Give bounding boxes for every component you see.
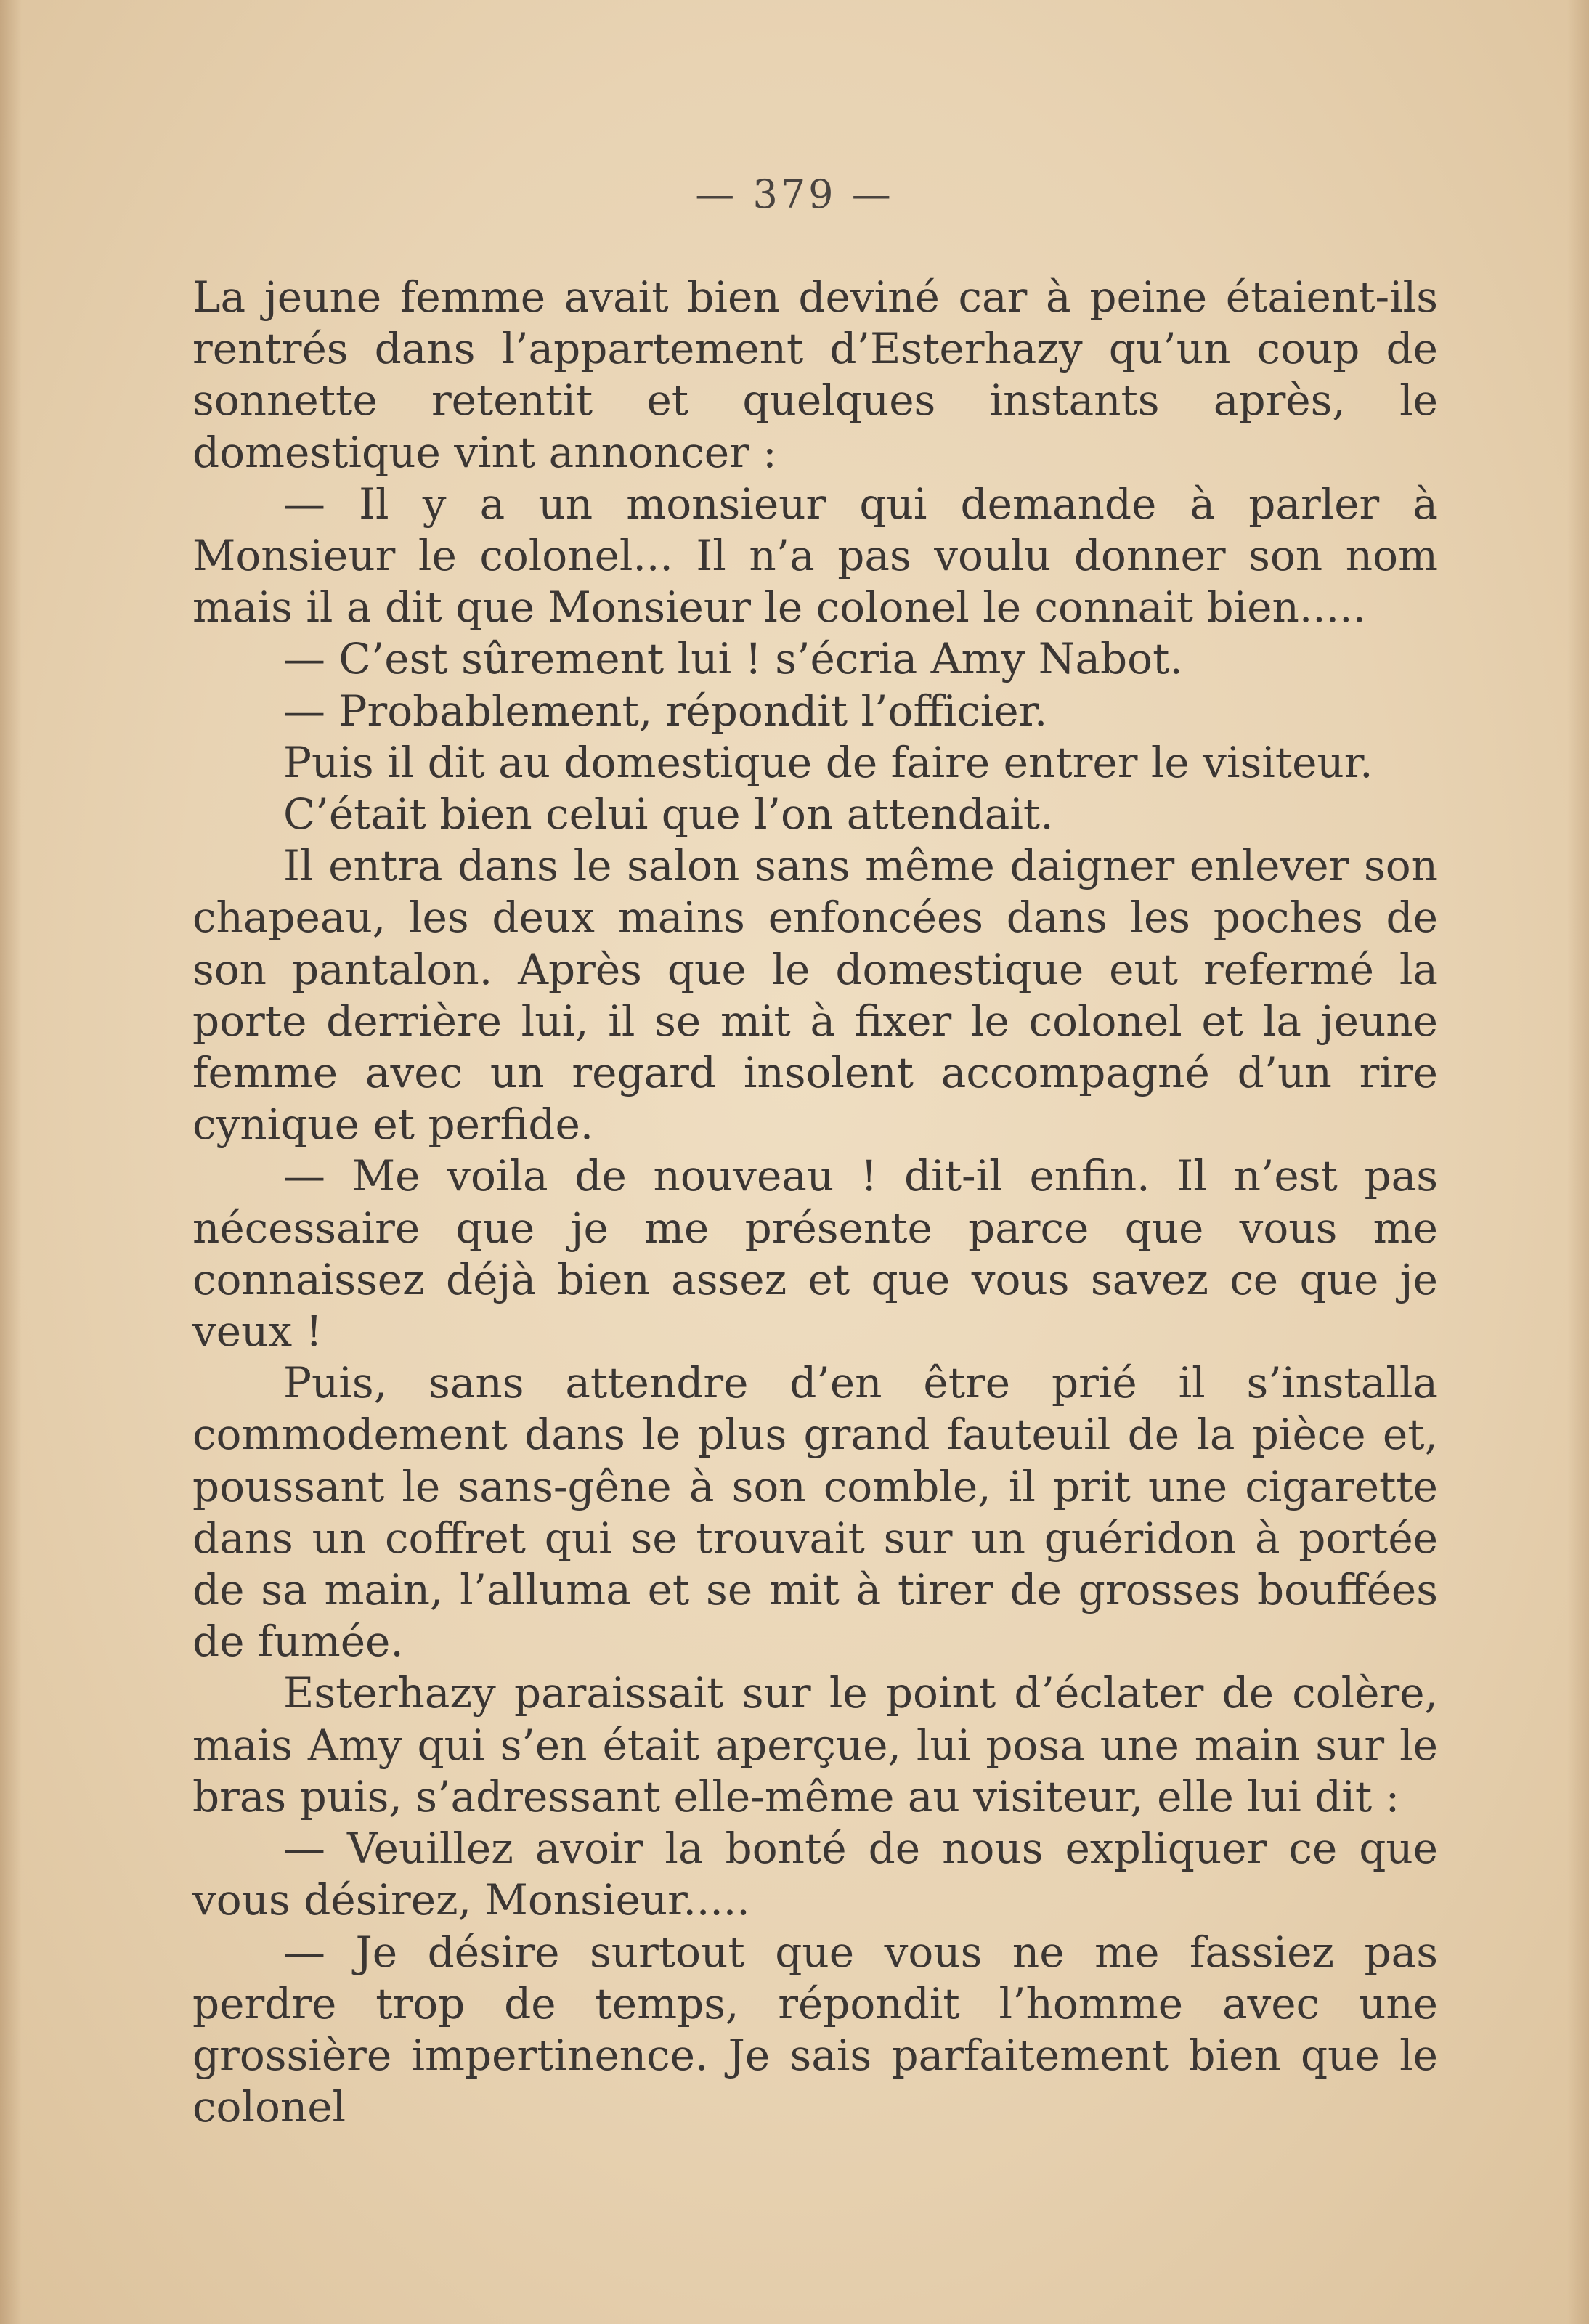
paragraph: Puis, sans attendre d’en être prié il s’installa commodement dans le plus grand fauteuil de la pièce et, poussant le sans-gêne à son comble, il prit une cigarette dans un coffret qui se trouvait sur un guéridon à portée de sa main, l’alluma et se mit à tirer de grosses bouffées de fumée. bbox=[192, 1358, 1438, 1667]
paragraph: — Il y a un monsieur qui demande à parler à Monsieur le colonel... Il n’a pas voulu donner son nom mais il a dit que Monsieur le colonel le connait bien..... bbox=[192, 479, 1438, 633]
page-edge-left bbox=[0, 0, 22, 2324]
body-text bbox=[192, 272, 1438, 2133]
paragraph: Il entra dans le salon sans même daigner enlever son chapeau, les deux mains enfoncées dans les poches de son pantalon. Après que le domestique eut refermé la porte derrière lui, il se mit à fixer le colonel et la jeune femme avec un regard insolent accompagné d’un rire cynique et perfide. bbox=[192, 841, 1438, 1150]
paragraph: — Veuillez avoir la bonté de nous expliquer ce que vous désirez, Monsieur..... bbox=[192, 1824, 1438, 1925]
page-edge-right bbox=[1567, 0, 1589, 2324]
paragraph: Puis il dit au domestique de faire entrer le visiteur. bbox=[283, 737, 1373, 787]
paragraph: — Me voila de nouveau ! dit-il enfin. Il n’est pas nécessaire que je me présente parce que vous me connaissez déjà bien assez et que vous savez ce que je veux ! bbox=[192, 1151, 1438, 1357]
page-number: — 379 — bbox=[695, 171, 894, 217]
paragraph: Esterhazy paraissait sur le point d’éclater de colère, mais Amy qui s’en était aperçue, lui posa une main sur le bras puis, s’adressant elle-même au visiteur, elle lui dit : bbox=[192, 1668, 1438, 1821]
paragraph: C’était bien celui que l’on attendait. bbox=[283, 789, 1054, 840]
paragraph: — C’est sûrement lui ! s’écria Amy Nabot. bbox=[283, 634, 1183, 684]
paragraph: — Je désire surtout que vous ne me fassiez pas perdre trop de temps, répondit l’homme avec une grossière impertinence. Je sais parfaitement bien que le colonel bbox=[192, 1927, 1438, 2132]
paragraph: — Probablement, répondit l’officier. bbox=[283, 686, 1048, 736]
paragraph: La jeune femme avait bien deviné car à peine étaient-ils rentrés dans l’appartement d’Esterhazy qu’un coup de sonnette retentit et quelques instants après, le domestique vint annoncer : bbox=[192, 272, 1438, 477]
